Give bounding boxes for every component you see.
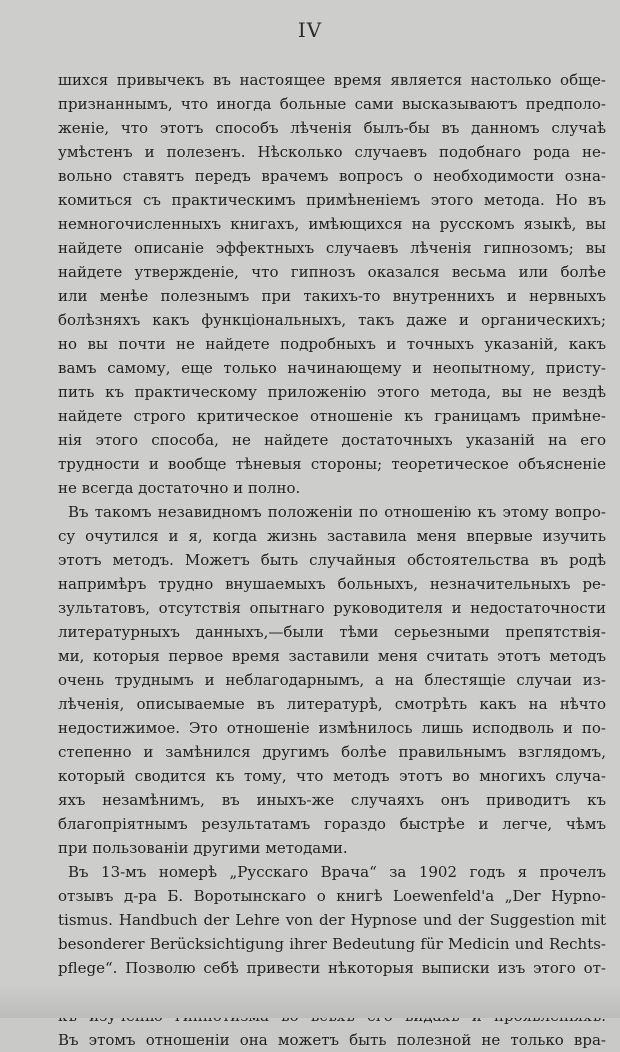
text-line: умѣстенъ и полезенъ. Нѣсколько случаевъ подобнаго рода не-: [58, 143, 606, 161]
text-line: недостижимое. Это отношеніе измѣнилось лишь исподволь и по-: [58, 719, 606, 737]
text-line: не всегда достаточно и полно.: [58, 479, 301, 497]
text-line: яхъ незамѣнимъ, въ иныхъ-же случаяхъ онъ приводитъ къ: [58, 791, 606, 809]
text-line: лѣченія, описываемые въ литературѣ, смотрѣть какъ на нѣчто: [58, 695, 606, 713]
text-line: Въ такомъ незавидномъ положеніи по отношенію къ этому вопро-: [68, 503, 606, 521]
text-line: женіе, что этотъ способъ лѣченія былъ-бы въ данномъ случаѣ: [58, 119, 606, 137]
text-line: очень труднымъ и неблагодарнымъ, а на блестящіе случаи из-: [58, 671, 606, 689]
text-line: вамъ самому, еще только начинающему и неопытному, присту-: [58, 359, 606, 377]
text-line: или менѣе полезнымъ при такихъ-то внутреннихъ и нервныхъ: [58, 287, 606, 305]
page-number: IV: [297, 18, 323, 42]
body-text: [58, 68, 606, 1052]
text-line: комиться съ практическимъ примѣненіемъ этого метода. Но въ: [58, 191, 606, 209]
text-line: вольно ставятъ передъ врачемъ вопросъ о необходимости озна-: [58, 167, 606, 185]
text-line: besonderer Berücksichtigung ihrer Bedeutung für Medicin und Rechts-: [58, 935, 606, 953]
text-line: немногочисленныхъ книгахъ, имѣющихся на русскомъ языкѣ, вы: [58, 215, 606, 233]
text-line: найдете утвержденіе, что гипнозъ оказался весьма или болѣе: [58, 263, 606, 281]
text-line: напримѣръ трудно внушаемыхъ больныхъ, незначительныхъ ре-: [58, 575, 606, 593]
text-line: пить къ практическому приложенію этого метода, вы не вездѣ: [58, 383, 606, 401]
text-line: при пользованіи другими методами.: [58, 839, 348, 857]
text-line: степенно и замѣнился другимъ болѣе правильнымъ взглядомъ,: [58, 743, 606, 761]
text-line: этотъ методъ. Можетъ быть случайныя обстоятельства въ родѣ: [58, 551, 606, 569]
text-line: tismus. Handbuch der Lehre von der Hypnose und der Suggestion mit: [58, 911, 606, 929]
text-line: трудности и вообще тѣневыя стороны; теоретическое объясненіе: [58, 455, 606, 473]
text-line: но вы почти не найдете подробныхъ и точныхъ указаній, какъ: [58, 335, 606, 353]
text-line: признаннымъ, что иногда больные сами высказываютъ предполо-: [58, 95, 606, 113]
text-line: найдете строго критическое отношеніе къ границамъ примѣне-: [58, 407, 606, 425]
text-line: найдете описаніе эффектныхъ случаевъ лѣченія гипнозомъ; вы: [58, 239, 606, 257]
text-line: Въ этомъ отношеніи она можетъ быть полезной не только вра-: [58, 1031, 606, 1049]
text-line: болѣзняхъ какъ функціональныхъ, такъ даже и органическихъ;: [58, 311, 606, 329]
text-line: ми, которыя первое время заставили меня считать этотъ методъ: [58, 647, 606, 665]
page-bottom-shadow: [0, 985, 620, 1018]
text-line: pflege“. Позволю себѣ привести нѣкоторыя выписки изъ этого от-: [58, 959, 606, 977]
text-line: отзывъ д-ра Б. Воротынскаго о книгѣ Loewenfeld'a „Der Hypno-: [58, 887, 606, 905]
text-line: нія этого способа, не найдете достаточныхъ указаній на его: [58, 431, 606, 449]
text-line: шихся привычекъ въ настоящее время является настолько обще-: [58, 71, 606, 89]
text-line: зультатовъ, отсутствія опытнаго руководителя и недостаточности: [58, 599, 606, 617]
text-line: Въ 13-мъ номерѣ „Русскаго Врача“ за 1902 годъ я прочелъ: [68, 863, 606, 881]
text-line: благопріятнымъ результатамъ гораздо быстрѣе и легче, чѣмъ: [58, 815, 606, 833]
text-line: су очутился и я, когда жизнь заставила меня впервые изучить: [58, 527, 606, 545]
text-line: литературныхъ данныхъ,—были тѣми серьезными препятствія-: [58, 623, 606, 641]
text-line: который сводится къ тому, что методъ этотъ во многихъ случа-: [58, 767, 606, 785]
